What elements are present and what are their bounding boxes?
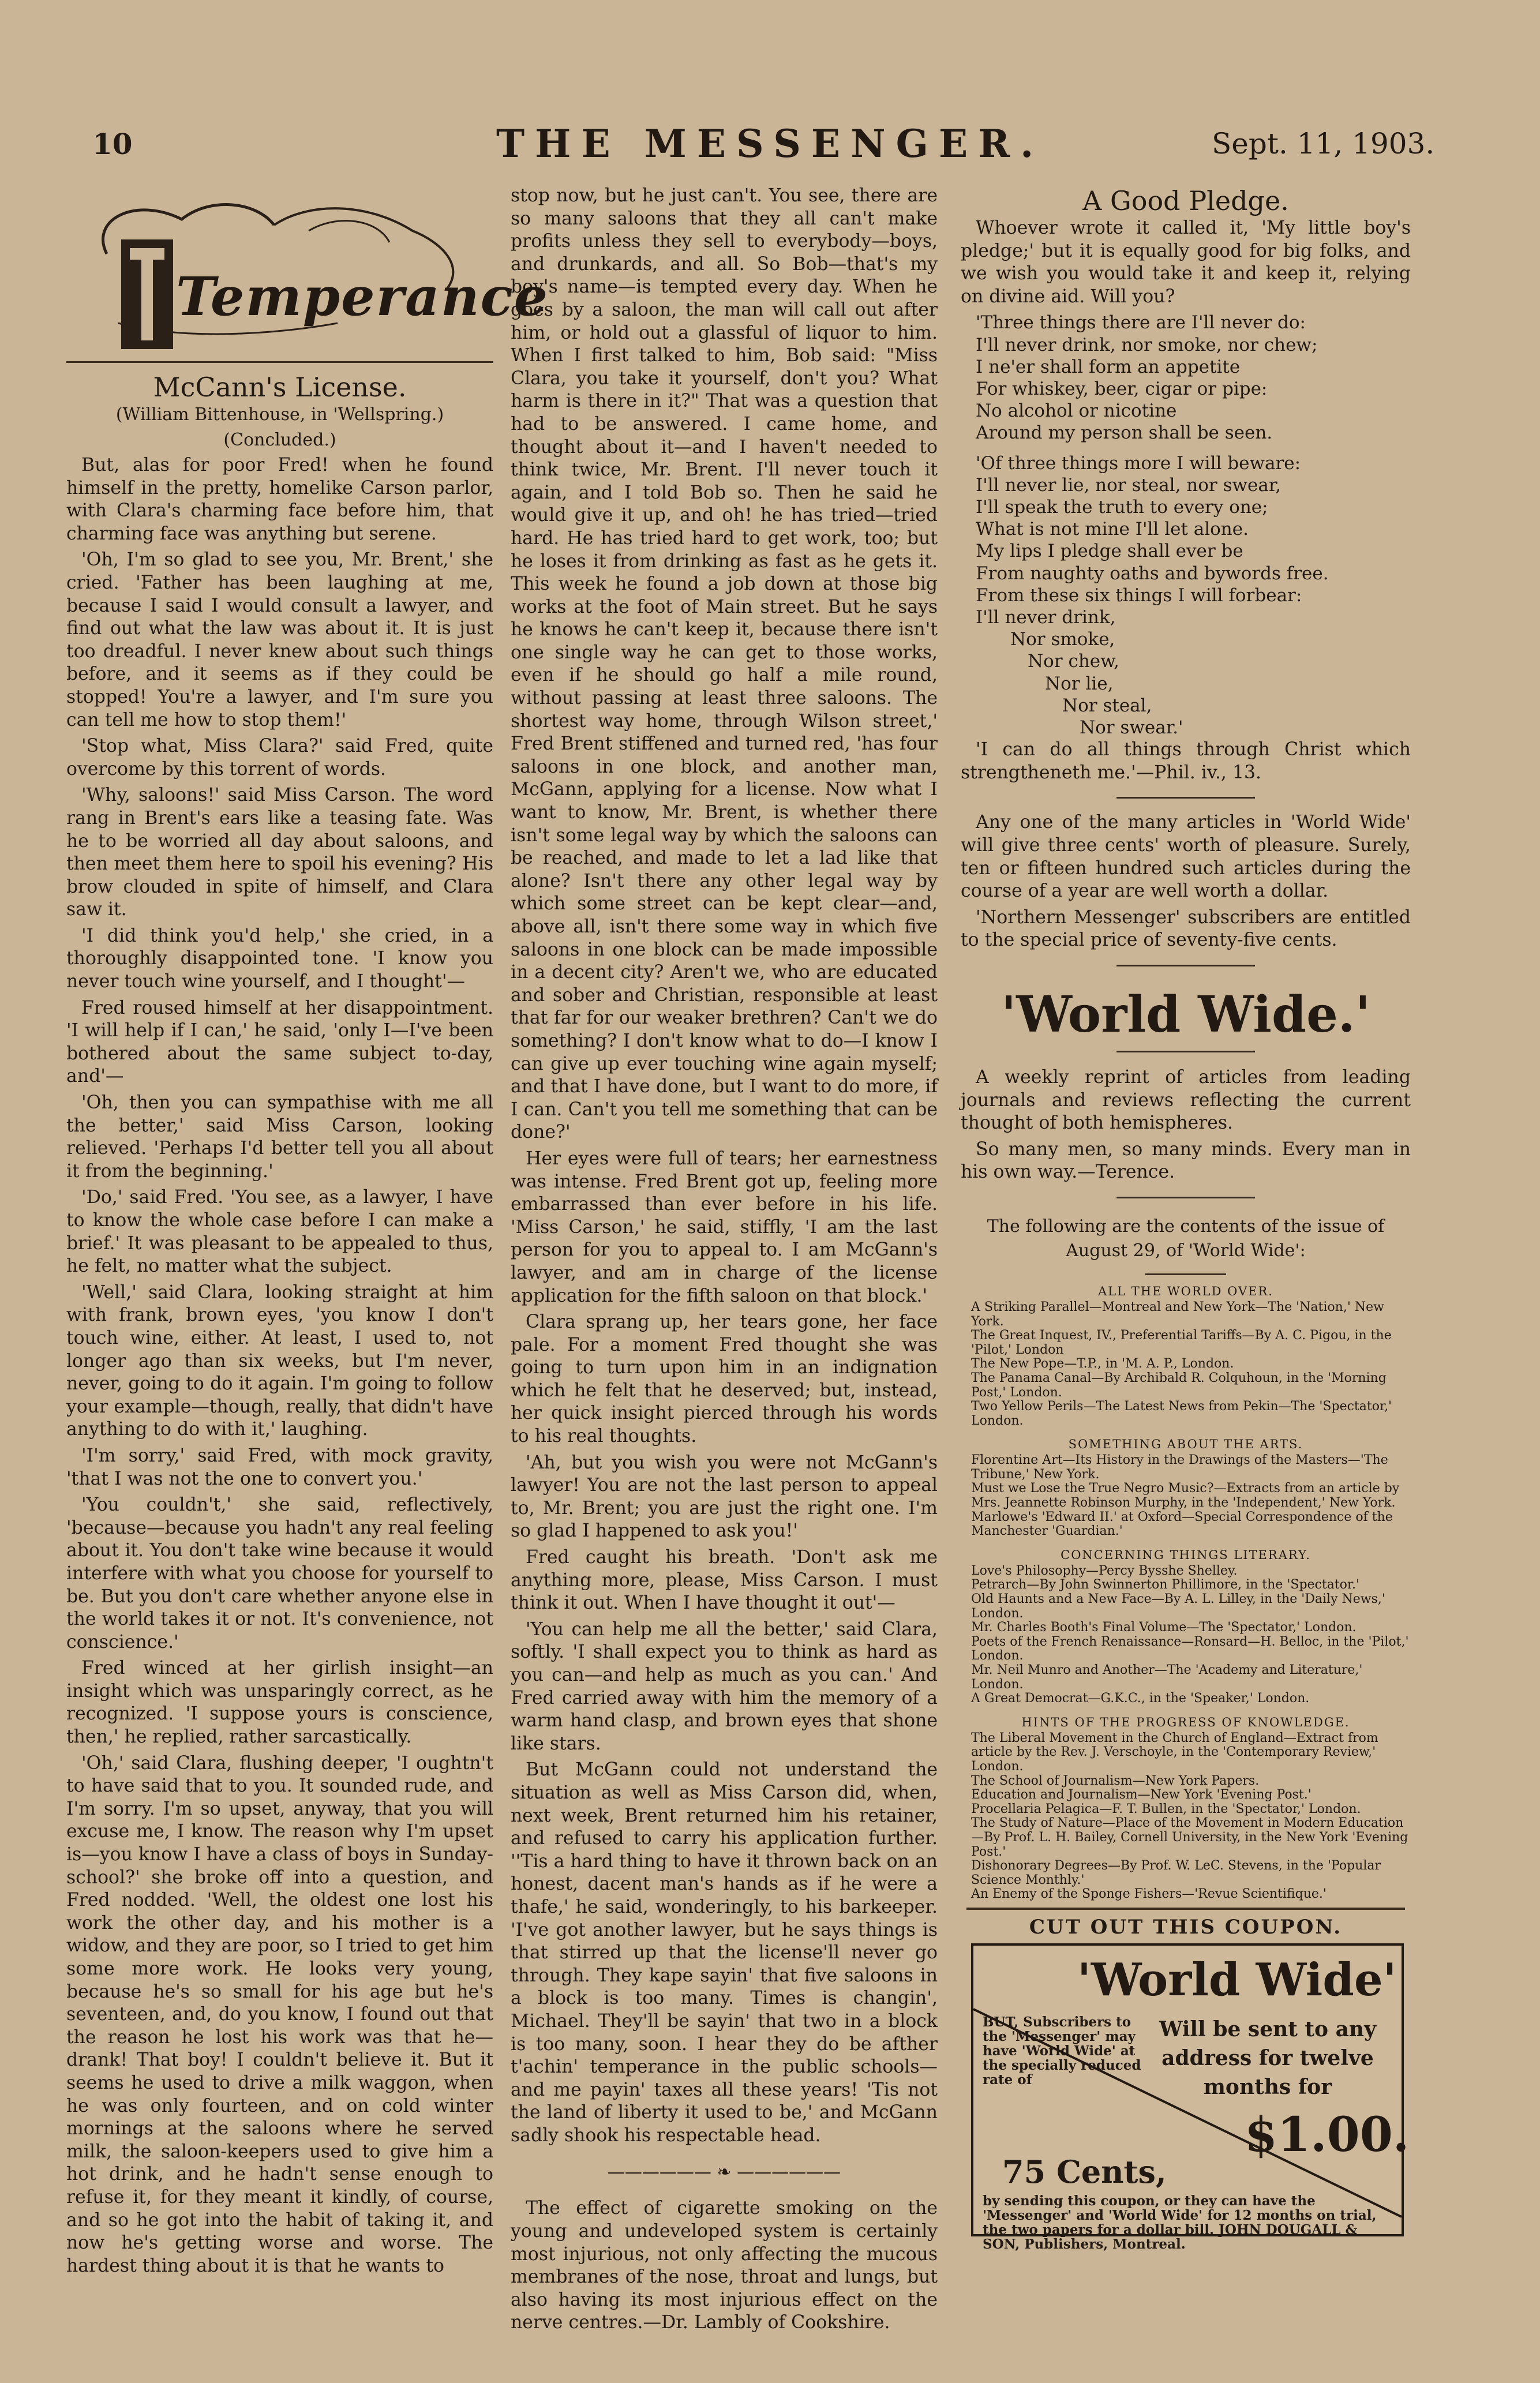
contents-item: The Liberal Movement in the Church of England—Extract from article by the Rev. J. Verschoyle, in the 'Contemporary Review,' London. [971,1730,1378,1774]
subscription-coupon[interactable] [971,1943,1410,2252]
poem-line: From these six things I will forbear: [976,584,1302,606]
divider [1116,1197,1255,1198]
contents-item: Two Yellow Perils—The Latest News from Pekin—The 'Spectator,' London. [971,1399,1392,1428]
contents-item: Petrarch—By John Swinnerton Phillimore, in the 'Spectator.' [971,1578,1360,1593]
world-wide-description: A weekly reprint of articles from leading journals and reviews reflecting the current thought of both hemispheres. [961,1066,1411,1134]
poem-line: Nor lie, [1045,673,1114,694]
poem-line: Nor steal, [1062,695,1152,716]
temperance-logo [66,185,549,358]
contents-section [961,1548,1411,1706]
section-heading: SOMETHING ABOUT THE ARTS. [1068,1437,1303,1452]
masthead-title: THE MESSENGER. [496,121,1044,166]
article-title: McCann's License. [153,372,407,403]
pledge-intro: Whoever wrote it called it, 'My little boy's pledge;' but it is equally good for big folks, and we wish you would take it and keep it, relying on divine aid. Will you? [961,218,1411,307]
story-paragraph: stop now, but he just can't. You see, there are so many saloons that they all can't make profits unless they sell to everybody—boys, and drunkards, and all. So Bob—that's my boy's name—is tempted every day. When he goes by a saloon, the man will call out after him, or hold out a glassful of liquor to him. When I first talked to him, Bob said: "Miss Clara, you take it yourself, don't you? What harm is there in it?" That was a question that had to be answered. I came home, and thought about it—and I haven't needed to think twice, Mr. Brent. I'll never touch it again, and I told Bob so. Then he said he would give it up, and oh! he has tried—tried hard. He has tried hard to get work, too; but he loses it from drinking as fast as he gets it. This week he found a job down at those big works at the foot of Main street. But he says he knows he can't keep it, because there isn't one single way he can get to those works, even if he should go half a mile round, without passing at least three saloons. The shortest way home, through Wilson street,' Fred Brent stiffened and turned red, 'has four saloons in one block, and another man, McGann, applying for a license. Now what I want to know, Mr. Brent, is whether there isn't some legal way by which the saloons can be reached, and made to let a lad like that alone? Isn't there any other legal way by which some street can be kept clear—and, above all, isn't there some way in which five saloons in one block can be made impossible in a decent city? Aren't we, who are educated and sober and Christian, responsible at least that far for our weaker brethren? Can't we do something? I don't know what to do—I know I can give up ever touching wine again myself; and that I have done, but I want to do more, if I can. Can't you tell me something that can be done?' [511,185,938,1143]
promo-paragraph: 'Northern Messenger' subscribers are entitled to the special price of seventy-five cents. [961,906,1411,951]
poem-line: I ne'er shall form an appetite [976,356,1241,377]
story-paragraph: 'Well,' said Clara, looking straight at him with frank, brown eyes, 'you know I don't touch wine, either. At least, I used to, not longer ago than six weeks, but I'm never, never, going to do it again. I'm going to follow your example—though, really, that didn't have anything to do with it,' laughing. [66,1282,493,1440]
story-paragraph: But McGann could not understand the situation as well as Miss Carson did, when, next week, Brent returned him his retainer, and refused to carry his application further. ''Tis a hard thing to have it thrown back on an honest, dacent man's hands as if he were a thafe,' he said, wonderingly, to his barkeeper. 'I've got another lawyer, but he says things is that stirred up that the license'll never go through. They kape sayin' that five saloons in a block is too many. Times is changin', Michael. They'll be sayin' that two in a block is too many, soon. I hear they do be afther t'achin' temperance in the public schools—and me payin' taxes all these years! 'Tis not the land of liberty it used to be,' and McGann sadly shook his respectable head. [511,1759,938,2146]
story-paragraph: But, alas for poor Fred! when he found himself in the pretty, homelike Carson parlor, with Clara's charming face before him, that charming face was anything but serene. [66,455,493,544]
story-paragraph: 'I'm sorry,' said Fred, with mock gravity, 'that I was not the one to convert you.' [66,1445,493,1489]
poem-line: No alcohol or nicotine [976,400,1177,422]
page-number: 10 [92,127,133,161]
story-paragraph: 'Ah, but you wish you were not McGann's lawyer! You are not the last person to appeal to, Mr. Brent; you are just the right one. I'm so glad I happened to ask you!' [511,1452,938,1542]
poem-line: Nor chew, [1028,651,1119,672]
contents-item: Love's Philosophy—Percy Bysshe Shelley. [971,1563,1238,1578]
poem-line: My lips I pledge shall ever be [976,541,1243,562]
contents-item: Poets of the French Renaissance—Ronsard—H. Belloc, in the 'Pilot,' London. [971,1634,1409,1663]
article-byline: (William Bittenhouse, in 'Wellspring.) [115,404,444,425]
section-heading: HINTS OF THE PROGRESS OF KNOWLEDGE. [1021,1715,1350,1729]
story-paragraph: 'I did think you'd help,' she cried, in a thoroughly disappointed tone. 'I know you never touch wine yourself, and I thought'— [66,925,493,992]
coupon-reduced-price: 75 Cents, [1002,2153,1167,2190]
coupon-footer: by sending this coupon, or they can have the 'Messenger' and 'World Wide' for 12 months on trial, the two papers for a dollar bill. JOHN DOUGALL & SON, Publishers, Montreal. [983,2193,1377,2252]
contents-item: Marlowe's 'Edward II.' at Oxford—Special Correspondence of the Manchester 'Guardian.' [971,1509,1393,1539]
article-concluded-note: (Concluded.) [223,430,336,450]
contents-item: Procellaria Pelagica—F. T. Bullen, in the 'Spectator,' London. [971,1801,1361,1816]
column-2 [511,185,938,2338]
story-paragraph: 'Oh, I'm so glad to see you, Mr. Brent,' she cried. 'Father has been laughing at me, because I said I would consult a lawyer, and find out what the law was about it. It is just too dreadful. I never knew about such things before, and it seems as if they could be stopped! You're a lawyer, and I'm sure you can tell me how to stop them!' [66,549,493,730]
coupon-label: CUT OUT THIS COUPON. [1029,1915,1343,1939]
divider [1116,797,1255,799]
contents-item: Mr. Neil Munro and Another—The 'Academy and Literature,' London. [971,1663,1363,1692]
contents-section [961,1715,1411,1902]
world-wide-title: 'World Wide.' [1001,985,1371,1044]
poem-line: Nor swear.' [1080,717,1183,739]
section-heading: ALL THE WORLD OVER. [1098,1284,1273,1298]
divider [1116,1051,1255,1052]
poem-line: I'll speak the truth to every one; [976,497,1268,518]
contents-item: The Panama Canal—By Archibald R. Colquhoun, in the 'Morning Post,' London. [971,1370,1387,1400]
divider [1145,1273,1226,1275]
contents-item: Mr. Charles Booth's Final Volume—The 'Spectator,' London. [971,1620,1357,1635]
coupon-subscriber-text: BUT, Subscribers to the 'Messenger' may have 'World Wide' at the specially reduced rate of [983,2014,1141,2088]
poem-line: 'Of three things more I will beware: [976,452,1301,474]
contents-section [961,1284,1411,1428]
contents-item: Florentine Art—Its History in the Drawings of the Masters—'The Tribune,' New York. [971,1453,1388,1482]
contents-item: Education and Journalism—New York 'Evening Post.' [971,1788,1312,1803]
story-paragraph: 'You couldn't,' she said, reflectively, 'because—because you hadn't any real feeling about it. You don't take wine because it would interfere with what you choose for yourself to be. But you don't care whether anyone else in the world takes it or not. It's convenience, not conscience.' [66,1494,493,1653]
poem-line: I'll never lie, nor steal, nor swear, [976,474,1282,496]
story-paragraph: 'Do,' said Fred. 'You see, as a lawyer, I have to know the whole case before I can make a brief.' It was pleasant to be appealed to thus, he felt, no matter what the subject. [66,1187,493,1277]
poem-line: Nor smoke, [1010,629,1115,650]
story-paragraph: Her eyes were full of tears; her earnestness was intense. Fred Brent got up, feeling more embarrassed than ever before in his life. 'Miss Carson,' he said, stiffly, 'I am the last person for you to appeal to. I am McGann's lawyer, and am in charge of the license application for the fifth saloon on that block.' [511,1148,938,1306]
world-wide-quote: So many men, so many minds. Every man in his own way.—Terence. [961,1138,1411,1183]
contents-intro: The following are the contents of the issue of August 29, of 'World Wide': [987,1216,1385,1261]
divider [66,361,493,363]
contents-item: An Enemy of the Sponge Fishers—'Revue Scientifique.' [971,1887,1327,1902]
pledge-stanza-2 [961,452,1411,739]
coupon-offer-text: Will be sent to any address for twelve months for [1159,2017,1377,2099]
promo-paragraph: Any one of the many articles in 'World Wide' will give three cents' worth of pleasure. Surely, ten or fifteen hundred such articles during the course of a year are well worth a dollar. [961,812,1411,902]
contents-item: A Striking Parallel—Montreal and New York—The 'Nation,' New York. [971,1299,1384,1329]
story-paragraph: Fred winced at her girlish insight—an insight which was unsparingly correct, as he recognized. 'I suppose yours is conscience, then,' he replied, rather sarcastically. [66,1658,493,1748]
poem-line: For whiskey, beer, cigar or pipe: [976,378,1268,399]
column-3 [961,185,1411,2252]
poem-line: Around my person shall be seen. [976,422,1273,444]
ornament-divider-icon: —————— ❧ —————— [607,2162,841,2183]
poem-line: I'll never drink, nor smoke, nor chew; [976,334,1318,355]
story-paragraph: Fred caught his breath. 'Don't ask me anything more, please, Miss Carson. I must think it out. When I have thought it out'— [511,1547,938,1614]
divider [966,1908,1405,1910]
story-paragraph: Fred roused himself at her disappointment. 'I will help if I can,' he said, 'only I—I've been bothered about the same subject to-day, and'— [66,997,493,1087]
poem-line: 'Three things there are I'll never do: [976,312,1306,334]
issue-date: Sept. 11, 1903. [1212,127,1435,160]
pledge-stanza-1 [961,312,1411,444]
column-1 [66,185,549,2281]
poem-line: I'll never drink, [976,607,1116,628]
story-paragraph: Clara sprang up, her tears gone, her face pale. For a moment Fred thought she was going to turn upon him in an indignation which he felt that he deserved; but, instead, her quick insight pierced through his words to his real thoughts. [511,1312,938,1447]
contents-item: The Study of Nature—Place of the Movement in Modern Education—By Prof. L. H. Bailey, Cornell University, in the New York 'Evening Post.' [971,1816,1408,1859]
contents-section [961,1437,1411,1539]
poem-line: What is not mine I'll let alone. [976,519,1249,540]
divider [1116,965,1255,966]
story-paragraph: 'You can help me all the better,' said Clara, softly. 'I shall expect you to think as hard as you can—and help as much as you can.' And Fred carried away with him the memory of a warm hand clasp, and brown eyes that shone like stars. [511,1618,938,1754]
story-paragraph: 'Stop what, Miss Clara?' said Fred, quite overcome by this torrent of words. [66,736,493,780]
pledge-closing: 'I can do all things through Christ which strengtheneth me.'—Phil. iv., 13. [961,739,1411,783]
pledge-title: A Good Pledge. [1082,185,1289,216]
contents-item: The New Pope—T.P., in 'M. A. P., London. [971,1357,1234,1372]
poem-line: From naughty oaths and bywords free. [976,563,1329,584]
coupon-price: $1.00. [1245,2107,1410,2163]
contents-item: A Great Democrat—G.K.C., in the 'Speaker,' London. [971,1691,1310,1706]
contents-item: The Great Inquest, IV., Preferential Tariffs—By A. C. Pigou, in the 'Pilot,' London [971,1328,1392,1357]
story-paragraph: 'Oh,' said Clara, flushing deeper, 'I oughtn't to have said that to you. It sounded rude, and I'm sorry. I'm so upset, anyway, that you will excuse me, I know. The reason why I'm upset is—you know I have a class of boys in Sunday-school?' she broke off into a question, and Fred nodded. 'Well, the oldest one lost his work the other day, and his mother is a widow, and they are poor, so I tried to get him some more work. He looks very young, because he's so small for his age but he's seventeen, and, do you know, I found out that the reason he lost his work was that he—drank! That boy! I couldn't believe it. But it seems he used to drive a milk waggon, when he was only fourteen, and on cold winter mornings at the saloons where he served milk, the saloon-keepers used to give him a hot drink, and he hadn't sense enough to refuse it, for they meant it kindly, of course, and so he got into the habit of taking it, and now he's getting worse and worse. The hardest thing about it is that he wants to [66,1752,493,2276]
contents-item: Dishonorary Degrees—By Prof. W. LeC. Stevens, in the 'Popular Science Monthly.' [971,1859,1381,1887]
story-paragraph: 'Oh, then you can sympathise with me all the better,' said Miss Carson, looking relieved. 'Perhaps I'd better tell you all about it from the beginning.' [66,1092,493,1182]
section-heading: CONCERNING THINGS LITERARY. [1061,1548,1311,1562]
contents-item: The School of Journalism—New York Papers. [971,1773,1260,1788]
cigarette-note: The effect of cigarette smoking on the young and undeveloped system is certainly most injurious, not only affecting the mucous membranes of the nose, throat and lungs, but also having its most injurious effect on the nerve centres.—Dr. Lambly of Cookshire. [511,2198,938,2333]
temperance-logo-text: Temperance [176,265,549,328]
coupon-title: 'World Wide' [1077,1953,1397,2006]
story-paragraph: 'Why, saloons!' said Miss Carson. The word rang in Brent's ears like a teasing fate. Was he to be worried all day about saloons, and then meet them here to spoil his evening? His brow clouded in spite of himself, and Clara saw it. [66,785,493,920]
contents-item: Must we Lose the True Negro Music?—Extracts from an article by Mrs. Jeannette Robinson Murphy, in the 'Independent,' New York. [971,1481,1400,1511]
contents-item: Old Haunts and a New Face—By A. L. Lilley, in the 'Daily News,' London. [971,1592,1385,1621]
